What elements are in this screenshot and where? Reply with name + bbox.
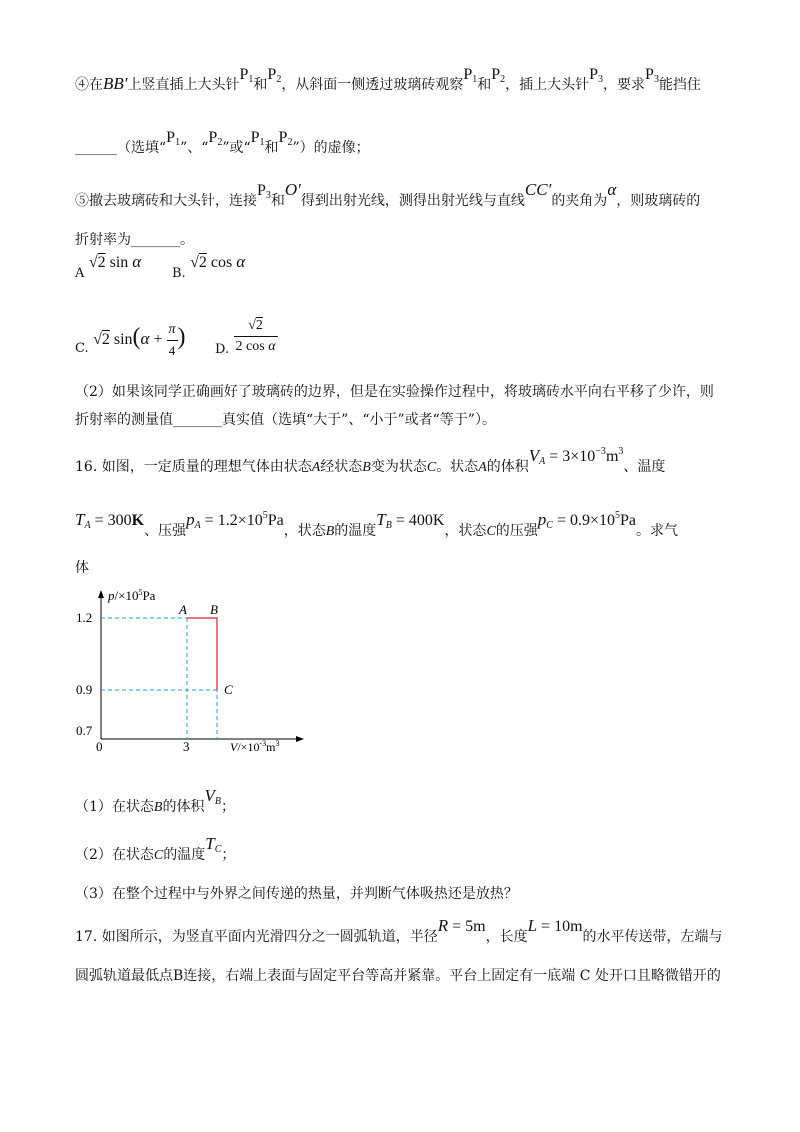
x-axis-arrow — [296, 736, 304, 742]
y-tick-label: 0.7 — [76, 723, 93, 738]
pin-p1: $P_1$ — [250, 129, 265, 148]
pin-p1: $P_1$ — [239, 66, 254, 85]
y-tick-label: 1.2 — [76, 610, 93, 625]
q17-line1: 17. 如图所示，为竖直平面内光滑四分之一圆弧轨道，半径R = 5m，长度L = 10m的水平传送带，左端与 — [75, 916, 723, 945]
y-axis-label: $p/\times 10^5Pa$ — [108, 588, 156, 603]
step5-line1: ⑤撤去玻璃砖和大头针，连接$P_3$和O′得到出射光线，测得出射光线与直线CC′的夹角为α，则玻璃砖的 — [75, 180, 701, 209]
q16-line3: 体 — [75, 560, 89, 576]
step5-line2: 折射率为_______。 — [75, 232, 194, 248]
volume-b: $V_B$ — [204, 786, 221, 807]
guide-lines — [101, 618, 217, 739]
part2-line1: （2）如果该同学正确画好了玻璃砖的边界，但是在实验操作过程中，将玻璃砖水平向右平移了少许，则 — [75, 384, 714, 400]
point-c-label: C — [224, 682, 233, 697]
pin-p2: $P_2$ — [267, 66, 282, 85]
point-b-label: B — [210, 602, 218, 617]
pin-p2: $P_2$ — [208, 129, 223, 148]
step4-line1: ④在BB′上竖直插上大头针$P_1$和$P_2$，从斜面一侧透过玻璃砖观察$P_1$和$P_2$，插上大头针$P_3$，要求$P_3$能挡住 — [75, 66, 701, 93]
line-BB: BB′ — [103, 74, 128, 93]
q16-line1: 16. 如图，一定质量的理想气体由状态A经状态B变为状态C。状态A的体积$V_A = 3\times 10^{-3}m^3$、温度 — [75, 446, 666, 475]
part2-line2: 折射率的测量值_______真实值（选填“大于”、“小于”或者“等于”）。 — [75, 412, 496, 428]
radius-formula: R = 5m — [437, 916, 486, 935]
y-tick-label: 0.9 — [76, 682, 93, 697]
pin-p3: $P_3$ — [645, 66, 659, 85]
y-axis-arrow — [98, 590, 104, 598]
answer-blank: ______ — [75, 140, 117, 156]
option-c: C. √2 sin(α + $\frac{\pi}{4}$ ) — [75, 322, 186, 358]
temperature-a-formula: $T_A = 300K$ — [75, 510, 145, 531]
pin-p2: $P_2$ — [491, 66, 506, 85]
q16-sub3: （3）在整个过程中与外界之间传递的热量，并判断气体吸热还是放热？ — [75, 886, 518, 902]
process-path — [187, 618, 217, 690]
x-tick-label: 3 — [183, 739, 190, 754]
length-formula: L = 10m — [527, 916, 583, 935]
q16-sub1: （1）在状态B的体积$V_B$； — [75, 786, 235, 815]
option-b: B. √2 cos α — [172, 252, 246, 281]
step4-line2: ______（选填“$P_1$”、“$P_2$”或“$P_1$和$P_2$”）的虚像； — [75, 129, 370, 156]
q16-sub2: （2）在状态C的温度$T_C$； — [75, 834, 236, 863]
q17-line2: 圆弧轨道最低点B连接，右端上表面与固定平台等高并紧靠。平台上固定有一底端 C 处开口且略微错开的 — [75, 968, 721, 984]
q16-line2: $T_A = 300K$、压强$p_A = 1.2\times 10^5Pa$，状态B的温度$T_B = 400K$，状态C的压强$p_C = 0.9\times 10^5Pa$。求气 — [75, 510, 678, 539]
x-axis-label: $V/\times 10^{-3}m^3$ — [230, 739, 280, 754]
temperature-c: $T_C$ — [205, 834, 222, 855]
origin-label: 0 — [96, 739, 103, 754]
point-O: O′ — [284, 180, 301, 199]
temperature-b-formula: $T_B = 400K$ — [376, 510, 445, 531]
line-CC: CC′ — [524, 180, 552, 199]
pin-p2: $P_2$ — [278, 129, 293, 148]
option-d: D. $\frac{√2}{\text{2 cos α}}$ — [215, 318, 276, 357]
point-a-label: A — [179, 602, 187, 617]
pin-p1: $P_1$ — [166, 129, 181, 148]
pressure-a-formula: $p_A = 1.2\times 10^5Pa$ — [186, 510, 284, 531]
pin-p3: $P_3$ — [589, 66, 604, 85]
angle-alpha: α — [607, 180, 617, 199]
volume-a-formula: $V_A = 3\times 10^{-3}m^3$ — [528, 446, 624, 467]
pressure-c-formula: $p_C = 0.9\times 10^5Pa$ — [537, 510, 636, 531]
pin-p3: $P_3$ — [257, 182, 271, 201]
pv-graph — [70, 584, 330, 764]
pin-p1: $P_1$ — [463, 66, 478, 85]
option-a: A √2 sin α — [75, 252, 142, 281]
